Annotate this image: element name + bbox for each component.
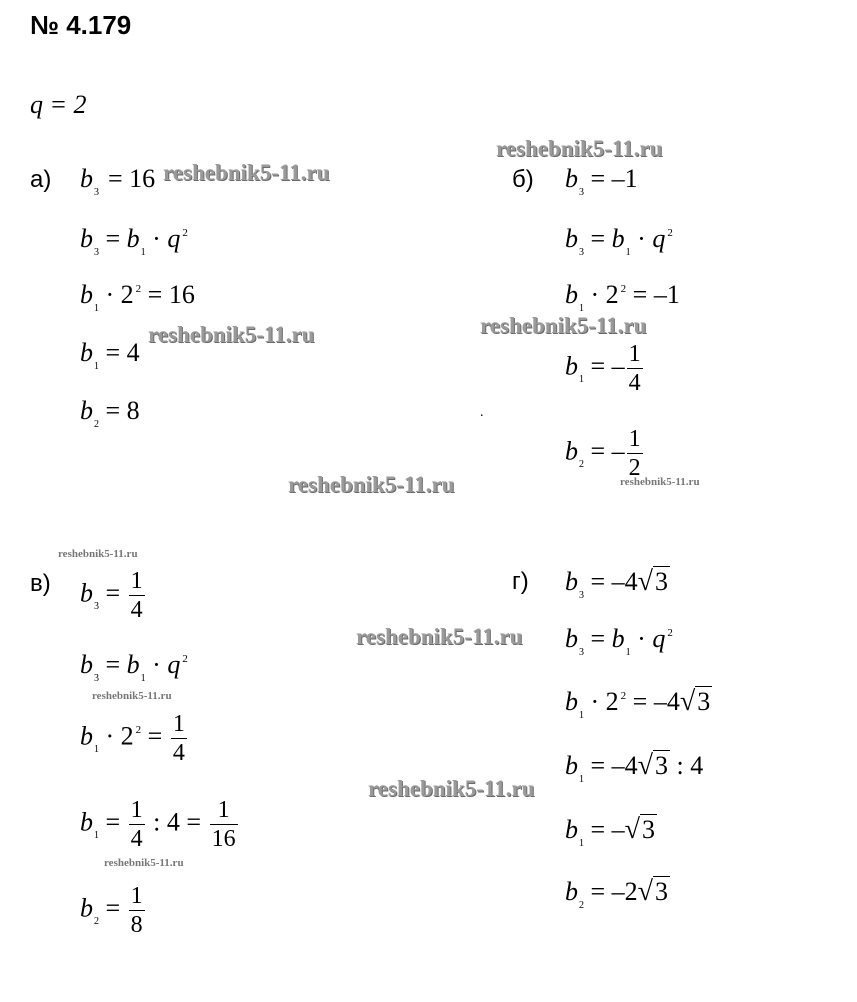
watermark: reshebnik5-11.ru [104, 857, 184, 869]
watermark: reshebnik5-11.ru [496, 136, 663, 161]
fraction: $\frac{1}{4}$ [130, 797, 143, 852]
part-v-line-3: $b_1 \cdot 2$ $^2$ = $\frac{1}{4}$ [80, 711, 185, 766]
part-v-line-4: $b_1$ = $\frac{1}{4}$ : 4 = $\frac{1}{16}$ [80, 797, 236, 852]
part-a-line-4: $b_1 = 4$ [80, 338, 140, 372]
fraction: $\frac{1}{2}$ [628, 426, 641, 481]
watermark: reshebnik5-11.ru [163, 160, 330, 185]
fraction: $\frac{1}{4}$ [172, 711, 185, 766]
given-ratio: q = 2 [30, 90, 87, 119]
part-g-line-4: $b_1 = -4√3$ : 4 [565, 750, 704, 785]
watermark: reshebnik5-11.ru [480, 313, 647, 338]
sqrt: √3 [637, 566, 669, 597]
part-g-line-2: $b_3 = b_1 \cdot q$ $^2$ [565, 624, 673, 658]
part-g-line-1: $b_3 = -4√3$ [565, 566, 669, 601]
part-b-line-1: $b_3 = -1$ [565, 164, 638, 198]
watermark: reshebnik5-11.ru [58, 548, 138, 560]
part-b-line-5: $b_2$ = – $\frac{1}{2}$ [565, 426, 641, 481]
part-b-label: б) [512, 166, 534, 193]
part-b-line-3: $b_1 \cdot 2$ $^2$ = –1 [565, 280, 680, 314]
fraction: $\frac{1}{4}$ [130, 568, 143, 623]
part-g-line-6: $b_2 = -2√3$ [565, 876, 669, 911]
part-b-line-2: $b_3 = b_1 \cdot q$ $^2$ [565, 224, 673, 258]
part-v-label: в) [30, 570, 51, 597]
watermark: reshebnik5-11.ru [620, 476, 700, 488]
part-v-line-2: $b_3 = b_1 \cdot q$ $^2$ [80, 650, 188, 684]
part-v-line-5: $b_2$ = $\frac{1}{8}$ [80, 883, 143, 938]
sqrt: √3 [679, 686, 711, 717]
fraction: $\frac{1}{16}$ [211, 797, 236, 852]
part-b-line-4: $b_1$ = – $\frac{1}{4}$ [565, 341, 641, 396]
sqrt: √3 [624, 814, 656, 845]
watermark: reshebnik5-11.ru [368, 776, 535, 801]
part-a-line-1: $b_3 = 16$ [80, 164, 156, 198]
sqrt: √3 [637, 876, 669, 907]
problem-number: № 4.179 [30, 10, 132, 40]
part-v-line-1: $b_3$ = $\frac{1}{4}$ [80, 568, 143, 623]
fraction: $\frac{1}{8}$ [130, 883, 143, 938]
part-a-line-5: $b_2 = 8$ [80, 396, 140, 430]
part-a-line-3: $b_1 \cdot 2$ $^2$ = 16 [80, 280, 195, 314]
part-g-line-3: $b_1 \cdot 2$ $^2$ = –4√3 [565, 686, 711, 721]
stray-dot: . [480, 405, 484, 420]
fraction: $\frac{1}{4}$ [628, 341, 641, 396]
sqrt: √3 [637, 750, 669, 781]
part-a-label: а) [30, 166, 52, 193]
watermark: reshebnik5-11.ru [148, 322, 315, 347]
watermark: reshebnik5-11.ru [356, 624, 523, 649]
part-a-line-2: $b_3 = b_1 \cdot q$ $^2$ [80, 224, 188, 258]
watermark: reshebnik5-11.ru [288, 472, 455, 497]
part-g-label: г) [512, 568, 529, 595]
watermark: reshebnik5-11.ru [92, 690, 172, 702]
part-g-line-5: $b_1 = -√3$ [565, 814, 656, 849]
